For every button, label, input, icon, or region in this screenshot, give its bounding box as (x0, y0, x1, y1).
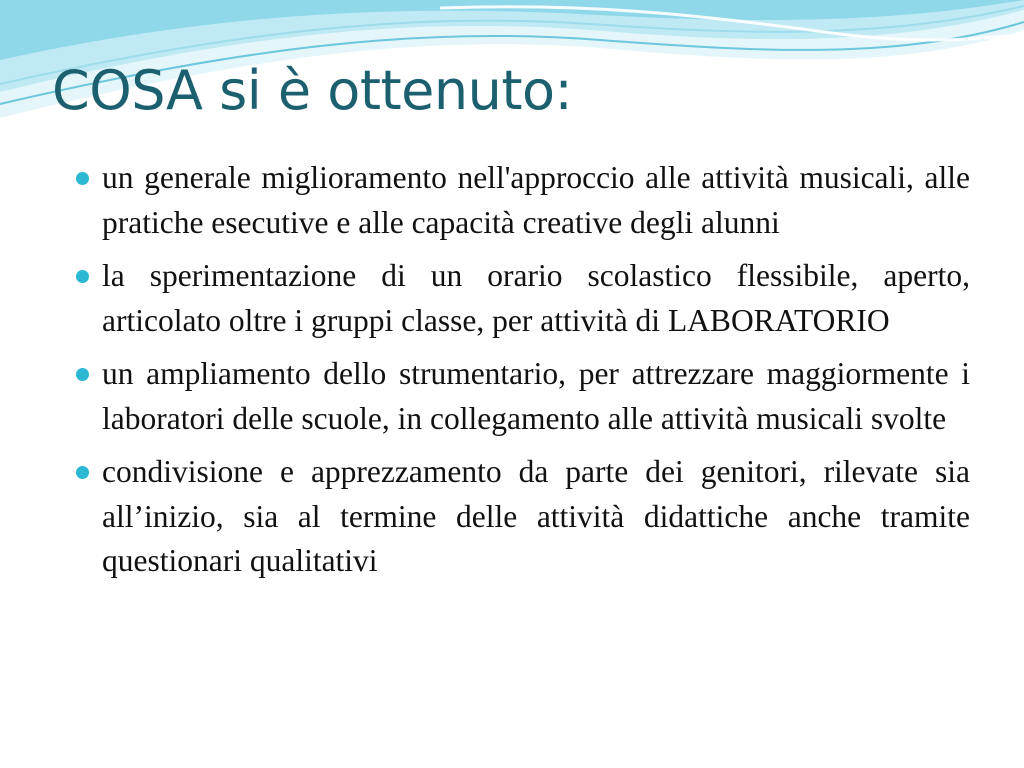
list-item-text: un generale miglioramento nell'approccio alle attività musicali, alle pratiche esecutive e alle capacità creative degli alunni (102, 160, 970, 240)
list-item (102, 450, 970, 584)
list-item-text: condivisione e apprezzamento da parte dei genitori, rilevate sia all’inizio, sia al termine delle attività didattiche anche tramite questionari qualitativi (102, 454, 970, 578)
list-item (102, 156, 970, 245)
list-item-text: un ampliamento dello strumentario, per attrezzare maggiormente i laboratori delle scuole, in collegamento alle attività musicali svolte (102, 356, 970, 436)
bullet-dot-icon (76, 270, 89, 283)
list-item (102, 352, 970, 441)
bullet-dot-icon (76, 172, 89, 185)
slide-title: COSA si è ottenuto: (52, 59, 573, 122)
list-item (102, 254, 970, 343)
list-item-text: la sperimentazione di un orario scolastico flessibile, aperto, articolato oltre i gruppi classe, per attività di LABORATORIO (102, 258, 970, 338)
bullet-dot-icon (76, 368, 89, 381)
bullet-dot-icon (76, 466, 89, 479)
bullet-list (102, 156, 970, 593)
